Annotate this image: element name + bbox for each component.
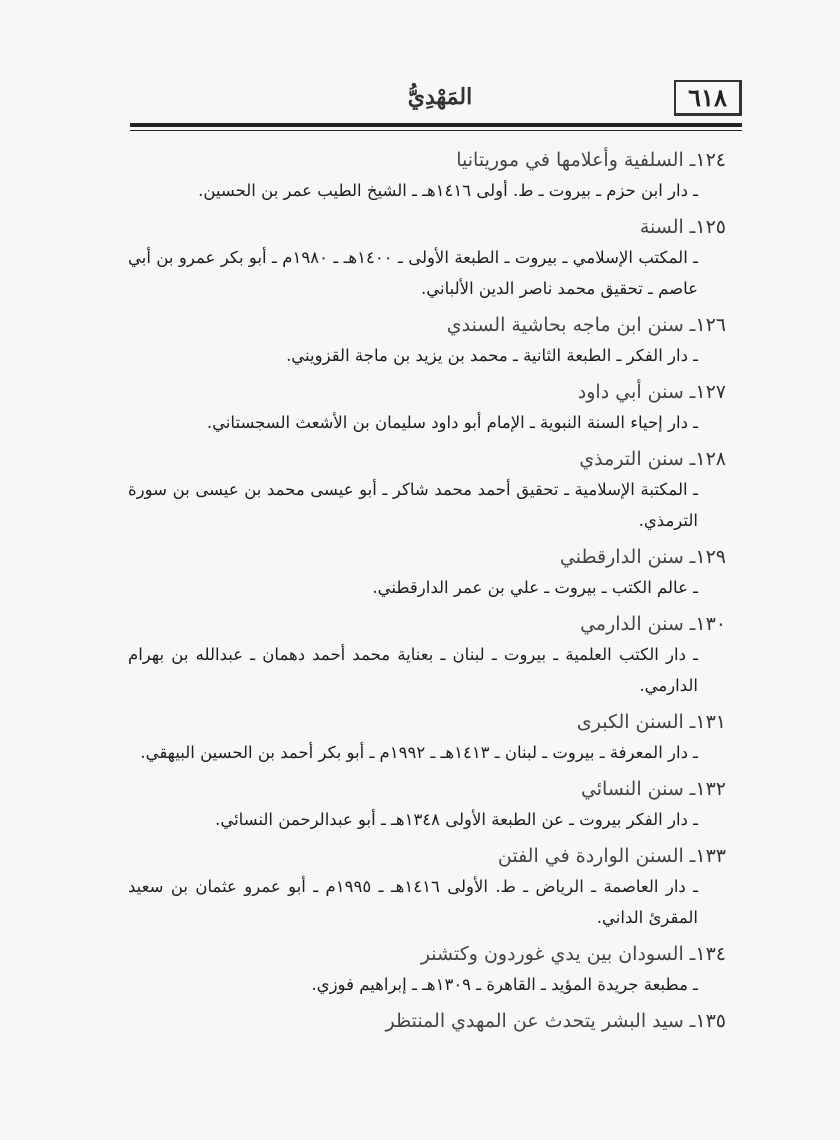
entry-details: ـ دار المعرفة ـ بيروت ـ لبنان ـ ١٤١٣هـ ـ ١٩٩٢م ـ أبو بكر أحمد بن الحسين البيهقي.	[140, 743, 698, 762]
page-header	[130, 72, 742, 122]
entry-title: السلفية وأعلامها في موريتانيا	[456, 149, 684, 171]
entry-heading: ١٢٧ـ سنن أبي داود	[577, 381, 726, 403]
running-title: المَهْدِيُّ	[407, 84, 473, 110]
entry-heading: ١٢٦ـ سنن ابن ماجه بحاشية السندي	[446, 314, 726, 336]
entry-heading: ١٣٢ـ سنن النسائي	[580, 778, 726, 800]
entry-heading: ١٢٩ـ سنن الدارقطني	[559, 546, 726, 568]
entry-details: ـ دار الفكر بيروت ـ عن الطبعة الأولى ١٣٤٨هـ ـ أبو عبدالرحمن النسائي.	[215, 810, 698, 829]
bibliography-entry	[128, 1006, 726, 1036]
entry-number: ١٣٠	[695, 613, 726, 635]
bibliography-entry	[128, 707, 726, 768]
header-rule-thick	[130, 123, 742, 127]
entry-number: ١٣٤	[695, 943, 726, 965]
entry-number: ١٣٥	[695, 1010, 726, 1032]
page-number: ٦١٨	[688, 83, 727, 112]
entry-details: ـ دار الفكر ـ الطبعة الثانية ـ محمد بن يزيد بن ماجة القزويني.	[286, 346, 698, 365]
bibliography-entry	[128, 841, 726, 933]
bibliography-entry	[128, 212, 726, 304]
bibliography-list	[128, 145, 726, 1042]
entry-title: سنن الدارمي	[580, 613, 684, 635]
entry-heading: ١٢٤ـ السلفية وأعلامها في موريتانيا	[456, 149, 726, 171]
entry-heading: ١٣١ـ السنن الكبرى	[576, 711, 726, 733]
entry-title: سنن الترمذي	[579, 448, 684, 470]
entry-heading: ١٣٤ـ السودان بين يدي غوردون وكتشنر	[420, 943, 726, 965]
header-rule-thin	[130, 130, 742, 131]
entry-details: ـ دار ابن حزم ـ بيروت ـ ط. أولى ١٤١٦هـ ـ الشيخ الطيب عمر بن الحسين.	[198, 181, 698, 200]
entry-details: ـ دار الكتب العلمية ـ بيروت ـ لبنان ـ بعناية محمد أحمد دهمان ـ عبدالله بن بهرام الدارمي.	[128, 645, 698, 695]
entry-title: سنن النسائي	[580, 778, 684, 800]
entry-title: السنن الكبرى	[576, 711, 684, 733]
entry-title: سنن الدارقطني	[559, 546, 684, 568]
entry-details: ـ المكتب الإسلامي ـ بيروت ـ الطبعة الأولى ـ ١٤٠٠هـ ـ ١٩٨٠م ـ أبو بكر عمرو بن أبي عاصم ـ تحقيق محمد ناصر الدين الألباني.	[128, 248, 699, 298]
entry-details: ـ المكتبة الإسلامية ـ تحقيق أحمد محمد شاكر ـ أبو عيسى محمد بن عيسى بن سورة الترمذي.	[128, 480, 698, 530]
entry-heading: ١٣٠ـ سنن الدارمي	[580, 613, 726, 635]
entry-number: ١٢٧	[695, 381, 726, 403]
entry-number: ١٢٨	[695, 448, 726, 470]
entry-number: ١٢٤	[695, 149, 726, 171]
entry-number: ١٢٦	[695, 314, 726, 336]
entry-heading: ١٢٨ـ سنن الترمذي	[579, 448, 726, 470]
bibliography-entry	[128, 377, 726, 438]
entry-details: ـ مطبعة جريدة المؤيد ـ القاهرة ـ ١٣٠٩هـ ـ إبراهيم فوزي.	[311, 975, 698, 994]
entry-number: ١٣٢	[695, 778, 726, 800]
bibliography-entry	[128, 542, 726, 603]
entry-number: ١٢٥	[695, 216, 726, 238]
entry-title: السنة	[639, 216, 684, 238]
entry-details: ـ دار العاصمة ـ الرياض ـ ط. الأولى ١٤١٦هـ ـ ١٩٩٥م ـ أبو عمرو عثمان بن سعيد المقرئ الداني.	[128, 877, 699, 927]
entry-title: سنن أبي داود	[577, 381, 684, 403]
entry-title: السنن الواردة في الفتن	[497, 845, 684, 867]
entry-heading: ١٣٥ـ سيد البشر يتحدث عن المهدي المنتظر	[385, 1010, 726, 1032]
page-number-box	[674, 80, 742, 116]
entry-number: ١٣١	[695, 711, 726, 733]
bibliography-entry	[128, 145, 726, 206]
entry-title: سيد البشر يتحدث عن المهدي المنتظر	[385, 1010, 684, 1032]
entry-number: ١٣٣	[695, 845, 726, 867]
entry-title: سنن ابن ماجه بحاشية السندي	[446, 314, 684, 336]
entry-details: ـ عالم الكتب ـ بيروت ـ علي بن عمر الدارقطني.	[372, 578, 698, 597]
bibliography-entry	[128, 774, 726, 835]
bibliography-entry	[128, 609, 726, 701]
entry-details: ـ دار إحياء السنة النبوية ـ الإمام أبو داود سليمان بن الأشعث السجستاني.	[206, 413, 698, 432]
bibliography-entry	[128, 310, 726, 371]
entry-title: السودان بين يدي غوردون وكتشنر	[420, 943, 684, 965]
bibliography-entry	[128, 939, 726, 1000]
entry-number: ١٢٩	[695, 546, 726, 568]
entry-heading: ١٣٣ـ السنن الواردة في الفتن	[497, 845, 726, 867]
bibliography-entry	[128, 444, 726, 536]
entry-heading: ١٢٥ـ السنة	[639, 216, 726, 238]
